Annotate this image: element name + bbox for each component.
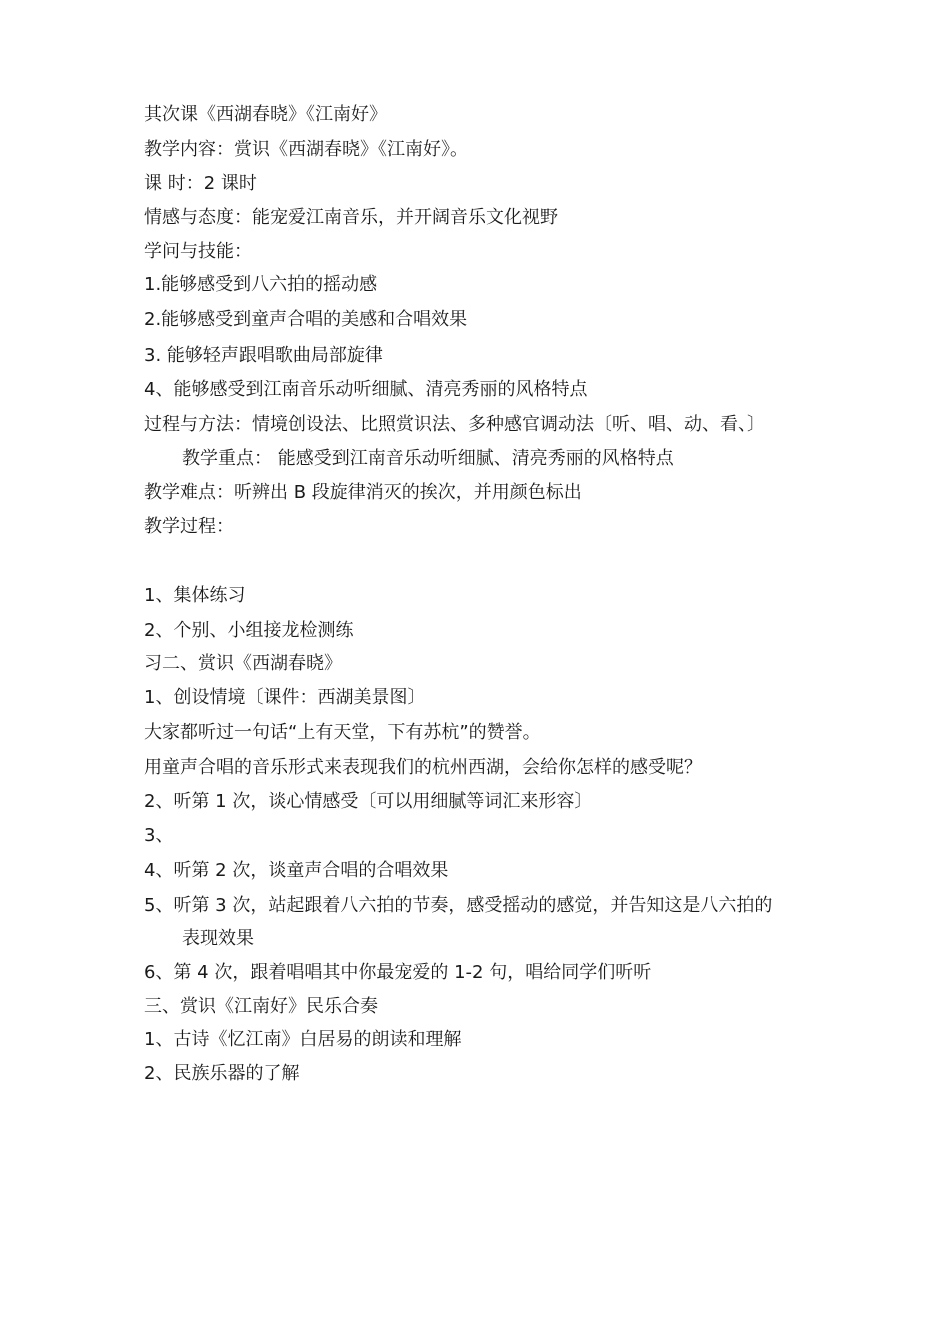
section-two-quote: 大家都听过一句话“上有天堂，下有苏杭”的赞誉。 [144,722,541,743]
section-two-step-6: 6、第 4 次，跟着唱唱其中你最宠爱的 1-2 句，唱给同学们听听 [144,962,652,983]
section-three-step-2: 2、民族乐器的了解 [144,1063,300,1084]
section-two-step-5: 5、听第 3 次，站起跟着八六拍的节奏，感受摇动的感觉，并告知这是八六拍的 [144,895,773,916]
section-two-step-4: 4、听第 2 次，谈童声合唱的合唱效果 [144,860,449,881]
teaching-difficulty: 教学难点：听辨出 B 段旋律消灭的挨次，并用颜色标出 [144,482,582,503]
knowledge-skills-heading: 学问与技能： [144,241,252,262]
section-two-question: 用童声合唱的音乐形式来表现我们的杭州西湖，会给你怎样的感受呢？ [144,757,702,778]
skill-item-4: 4、能够感受到江南音乐动听细腻、清亮秀丽的风格特点 [144,379,588,400]
skill-item-2: 2.能够感受到童声合唱的美感和合唱效果 [144,309,468,330]
section-two-heading: 习二、赏识《西湖春晓》 [144,653,342,674]
section-three-heading: 三、赏识《江南好》民乐合奏 [144,996,378,1017]
teaching-content: 教学内容：赏识《西湖春晓》《江南好》。 [144,139,468,160]
skill-item-3: 3. 能够轻声跟唱歌曲局部旋律 [144,345,383,366]
emotion-attitude: 情感与态度：能宠爱江南音乐，并开阔音乐文化视野 [144,207,558,228]
section-three-step-1: 1、古诗《忆江南》白居易的朗读和理解 [144,1029,462,1050]
section-two-step-5-continued: 表现效果 [182,928,254,949]
teaching-process-heading: 教学过程： [144,516,234,537]
process-method: 过程与方法：情境创设法、比照赏识法、多种感官调动法〔听、唱、动、看、〕 [144,414,765,435]
section-two-step-1: 1、创设情境〔课件：西湖美景图〕 [144,687,426,708]
process-step-2: 2、个别、小组接龙检测练 [144,620,354,641]
section-two-step-2: 2、听第 1 次，谈心情感受〔可以用细腻等词汇来形容〕 [144,791,593,812]
lesson-title: 其次课《西湖春晓》《江南好》 [144,104,387,125]
section-two-step-3: 3、 [144,825,174,846]
class-hours: 课 时：2 课时 [144,173,257,194]
teaching-focus: 教学重点： 能感受到江南音乐动听细腻、清亮秀丽的风格特点 [182,448,674,469]
process-step-1: 1、集体练习 [144,585,246,606]
skill-item-1: 1.能够感受到八六拍的摇动感 [144,274,378,295]
